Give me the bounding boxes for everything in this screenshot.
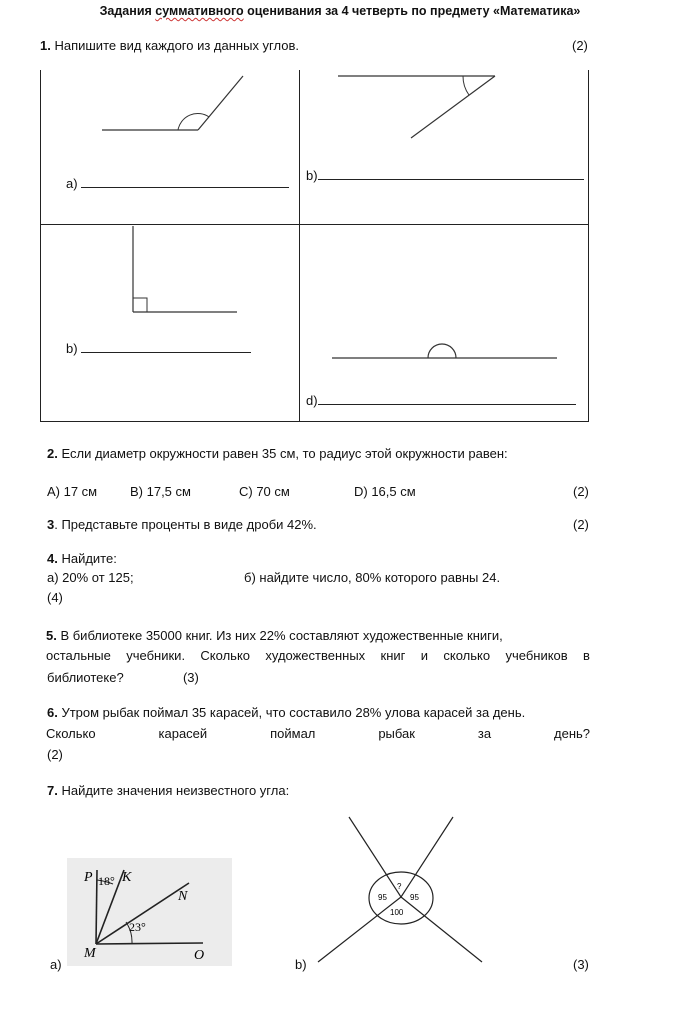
question-text: . Представьте проценты в виде дроби 42%. [54, 517, 317, 532]
question-1-points: (2) [572, 38, 588, 53]
question-number: 5. [46, 628, 57, 643]
word: день? [554, 726, 590, 741]
question-text: Утром рыбак поймал 35 карасей, что составило 28% улова карасей за день. [57, 705, 526, 720]
question-5-points: (3) [182, 670, 199, 685]
answer-label: a) [66, 176, 78, 191]
question-number: 2. [47, 446, 58, 461]
angle-23-label: 23° [129, 920, 146, 934]
question-6-points: (2) [47, 747, 63, 762]
question-number: 7. [47, 783, 58, 798]
question-text: Напишите вид каждого из данных углов. [50, 38, 299, 53]
question-text: В библиотеке 35000 книг. Из них 22% составляют художественные книги, [56, 628, 503, 643]
angle-95-left-label: 95 [378, 893, 387, 902]
angle-100-label: 100 [390, 908, 404, 917]
word: учебников [505, 648, 568, 663]
question-number: 1. [40, 38, 51, 53]
point-m-label: M [84, 946, 96, 961]
question-4-part-b: б) найдите число, 80% которого равны 24. [244, 570, 501, 585]
option-d[interactable]: D) 16,5 см [354, 484, 416, 499]
point-k-label: K [122, 870, 132, 885]
word: за [477, 726, 492, 741]
question-text: библиотеке? [47, 670, 124, 685]
question-number: 6. [47, 705, 58, 720]
question-4-points: (4) [47, 590, 63, 605]
option-c[interactable]: C) 70 см [239, 484, 290, 499]
question-number: 3 [47, 517, 55, 532]
point-n-label: N [178, 889, 188, 904]
word: Сколько [200, 648, 251, 663]
question-2-points: (2) [573, 484, 589, 499]
question-text: Найдите значения неизвестного угла: [57, 783, 290, 798]
question-number: 4. [47, 551, 58, 566]
word: книг [380, 648, 406, 663]
unknown-angle-label: ? [397, 882, 402, 891]
figure-b-label: b) [295, 957, 307, 972]
title-part: Задания [99, 4, 156, 18]
question-text: Если диаметр окружности равен 35 см, то радиус этой окружности равен: [57, 446, 508, 461]
question-text: Найдите: [57, 551, 117, 566]
title-part-underlined: суммативного [155, 4, 244, 18]
word: карасей [158, 726, 208, 741]
option-a[interactable]: A) 17 см [47, 484, 98, 499]
word: и [420, 648, 429, 663]
word: художественных [265, 648, 366, 663]
word: поймал [270, 726, 316, 741]
option-b[interactable]: B) 17,5 см [130, 484, 191, 499]
word: в [583, 648, 590, 663]
question-4-part-a: а) 20% от 125; [47, 570, 134, 585]
word: рыбак [378, 726, 415, 741]
title-part: оценивания за 4 четверть по предмету «Математика» [243, 4, 581, 18]
answer-label: b) [66, 341, 78, 356]
answer-label: d) [306, 393, 318, 408]
word: учебники. [126, 648, 186, 663]
word: Сколько [46, 726, 96, 741]
point-o-label: O [194, 948, 205, 963]
answer-label: b) [306, 168, 318, 183]
question-7-points: (3) [573, 957, 589, 972]
angle-95-right-label: 95 [410, 893, 419, 902]
word: сколько [443, 648, 491, 663]
question-3-points: (2) [573, 517, 589, 532]
point-p-label: P [84, 870, 93, 885]
angle-18-label: 18° [98, 874, 115, 888]
figure-a-label: a) [50, 957, 62, 972]
word: остальные [46, 648, 111, 663]
